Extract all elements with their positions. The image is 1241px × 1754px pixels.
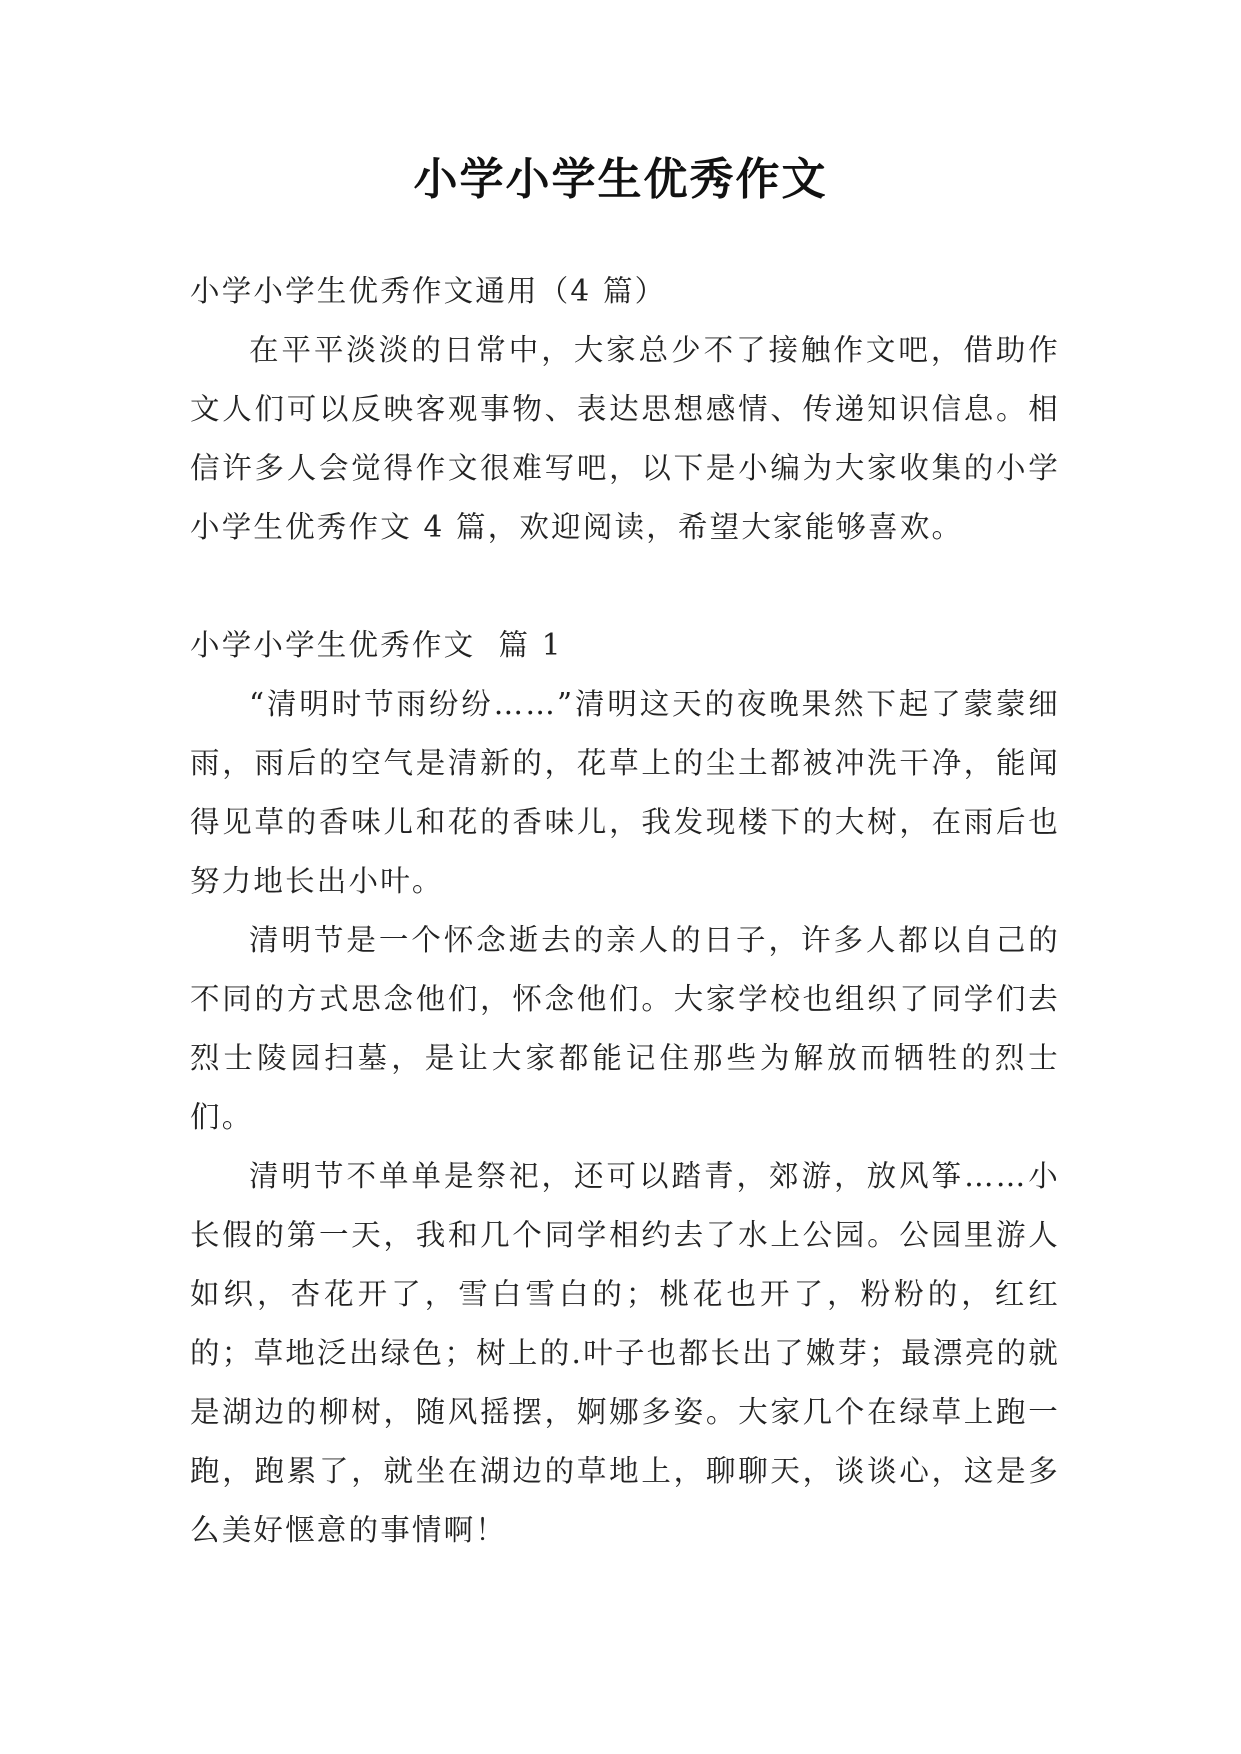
page-title: 小学小学生优秀作文: [413, 154, 828, 205]
body-paragraph: 清明节不单单是祭祀，还可以踏青，郊游，放风筝……小长假的第一天，我和几个同学相约去了水上公园。公园里游人如织，杏花开了，雪白雪白的；桃花也开了，粉粉的，红红的；草地泛出绿色；树上的.叶子也都长出了嫩芽；最漂亮的就是湖边的柳树，随风摇摆，婀娜多姿。大家几个在绿草上跑一跑，跑累了，就坐在湖边的草地上，聊聊天，谈谈心，这是多么美好惬意的事情啊！: [190, 1159, 1060, 1547]
section-spacer: [190, 557, 1060, 616]
document-subtitle: 小学小学生优秀作文通用（4 篇）: [190, 274, 667, 308]
intro-paragraph: 在平平淡淡的日常中，大家总少不了接触作文吧，借助作文人们可以反映客观事物、表达思想感情、传递知识信息。相信许多人会觉得作文很难写吧，以下是小编为大家收集的小学小学生优秀作文 4 篇，欢迎阅读，希望大家能够喜欢。: [190, 333, 1060, 544]
body-paragraph: “清明时节雨纷纷……”清明这天的夜晚果然下起了蒙蒙细雨，雨后的空气是清新的，花草上的尘土都被冲洗干净，能闻得见草的香味儿和花的香味儿，我发现楼下的大树，在雨后也努力地长出小叶。: [190, 687, 1060, 898]
section-heading: 小学小学生优秀作文 篇 1: [190, 628, 563, 662]
body-paragraph: 清明节是一个怀念逝去的亲人的日子，许多人都以自己的不同的方式思念他们，怀念他们。大家学校也组织了同学们去烈士陵园扫墓，是让大家都能记住那些为解放而牺牲的烈士们。: [190, 923, 1060, 1134]
document-body: [190, 262, 1060, 1560]
